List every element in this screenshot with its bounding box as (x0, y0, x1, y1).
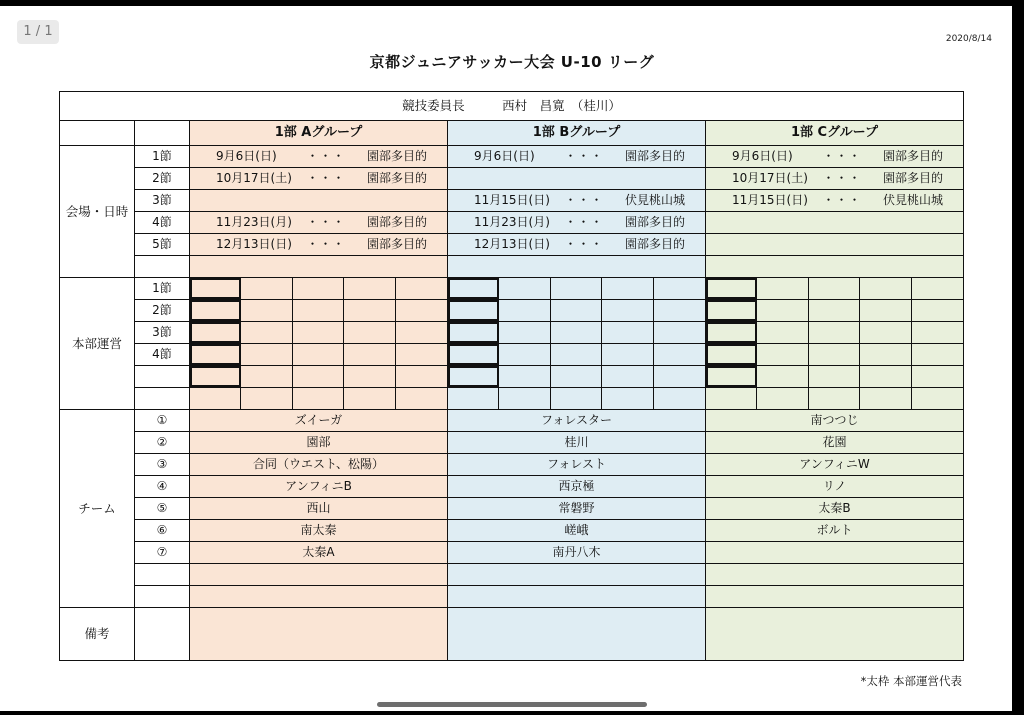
management-cell (190, 278, 448, 300)
management-cell (190, 322, 448, 344)
separator-dots: ・・・ (822, 171, 862, 185)
team-name (448, 586, 706, 608)
venue-entry (448, 234, 705, 255)
management-cell (448, 300, 706, 322)
team-name: 花園 (706, 432, 964, 454)
team-row (60, 586, 964, 608)
team-name: ボルト (706, 520, 964, 542)
team-number: ⑥ (135, 520, 190, 542)
venue-cell (190, 146, 448, 168)
team-number: ④ (135, 476, 190, 498)
match-date: 12月13日(日) (474, 237, 550, 251)
blank-header-cell (135, 121, 190, 146)
venue-cell (448, 256, 706, 278)
separator-dots: ・・・ (822, 193, 862, 207)
duty-box (241, 344, 292, 365)
management-grid (448, 344, 705, 365)
representative-box (706, 278, 757, 299)
team-name: 南丹八木 (448, 542, 706, 564)
duty-box (293, 388, 344, 409)
duty-box (602, 366, 653, 387)
duty-box (396, 388, 447, 409)
duty-box (809, 278, 860, 299)
team-number: ① (135, 410, 190, 432)
team-row (60, 410, 964, 432)
team-number: ⑤ (135, 498, 190, 520)
venue-cell (706, 190, 964, 212)
team-row (60, 564, 964, 586)
management-cell (448, 322, 706, 344)
duty-box (654, 278, 705, 299)
section-label: 2節 (135, 300, 190, 322)
management-grid (706, 366, 963, 387)
section-label: 4節 (135, 212, 190, 234)
separator-dots: ・・・ (306, 149, 346, 163)
duty-box (499, 388, 550, 409)
duty-box (344, 388, 395, 409)
venue-cell (190, 234, 448, 256)
management-cell (706, 300, 964, 322)
duty-box (602, 344, 653, 365)
venue-row (60, 212, 964, 234)
management-cell (190, 344, 448, 366)
management-grid (706, 344, 963, 365)
venue-label: 会場・日時 (60, 146, 135, 278)
duty-box (551, 300, 602, 321)
duty-box (912, 278, 963, 299)
group-header-row (60, 121, 964, 146)
duty-box (293, 278, 344, 299)
management-grid (190, 366, 447, 387)
team-name: アンフィニW (706, 454, 964, 476)
management-cell (448, 278, 706, 300)
league-table-body (60, 92, 964, 661)
duty-box (654, 388, 705, 409)
duty-box (912, 300, 963, 321)
venue-row (60, 146, 964, 168)
duty-box (654, 344, 705, 365)
duty-box (396, 300, 447, 321)
venue-cell (190, 212, 448, 234)
representative-box (448, 344, 499, 365)
venue-entry (190, 212, 447, 233)
blank-header-cell (60, 121, 135, 146)
team-name: ズイーガ (190, 410, 448, 432)
management-grid (190, 344, 447, 365)
representative-box (448, 278, 499, 299)
venue-cell (706, 234, 964, 256)
duty-box (860, 322, 911, 343)
match-date: 9月6日(日) (474, 149, 535, 163)
duty-box (757, 300, 808, 321)
management-cell (706, 278, 964, 300)
management-grid (448, 300, 705, 321)
duty-box (499, 344, 550, 365)
management-row (60, 344, 964, 366)
venue-name: 園部多目的 (366, 237, 427, 251)
duty-box (757, 366, 808, 387)
team-name: 桂川 (448, 432, 706, 454)
venue-name: 伏見桃山城 (882, 193, 943, 207)
duty-box (809, 344, 860, 365)
section-label: 2節 (135, 168, 190, 190)
management-cell (190, 388, 448, 410)
duty-box (912, 344, 963, 365)
match-date: 9月6日(日) (216, 149, 277, 163)
duty-box (551, 322, 602, 343)
section-label: 3節 (135, 322, 190, 344)
venue-name: 園部多目的 (366, 171, 427, 185)
team-name: 太秦B (706, 498, 964, 520)
duty-box (499, 322, 550, 343)
team-row (60, 476, 964, 498)
duty-box (757, 278, 808, 299)
team-name (448, 564, 706, 586)
duty-box (190, 388, 241, 409)
representative-box (190, 300, 241, 321)
duty-box (293, 300, 344, 321)
group-a-header: 1部 Aグループ (190, 121, 448, 146)
venue-cell (448, 234, 706, 256)
group-b-header: 1部 Bグループ (448, 121, 706, 146)
management-cell (448, 344, 706, 366)
management-grid (448, 322, 705, 343)
representative-box (448, 366, 499, 387)
separator-dots: ・・・ (306, 237, 346, 251)
remarks-blank (135, 608, 190, 661)
duty-box (344, 322, 395, 343)
match-date: 9月6日(日) (732, 149, 793, 163)
representative-box (448, 300, 499, 321)
team-name: 西山 (190, 498, 448, 520)
group-c-header: 1部 Cグループ (706, 121, 964, 146)
separator-dots: ・・・ (306, 171, 346, 185)
venue-row (60, 234, 964, 256)
duty-box (396, 344, 447, 365)
match-date: 12月13日(日) (216, 237, 292, 251)
team-name: 西京極 (448, 476, 706, 498)
remarks-cell (190, 608, 448, 661)
management-grid (190, 388, 447, 409)
venue-entry (706, 146, 963, 167)
management-cell (706, 322, 964, 344)
venue-cell (706, 256, 964, 278)
duty-box (551, 366, 602, 387)
team-number: ② (135, 432, 190, 454)
venue-cell (706, 168, 964, 190)
duty-box (551, 278, 602, 299)
duty-box (293, 366, 344, 387)
team-name: 常磐野 (448, 498, 706, 520)
management-grid (190, 278, 447, 299)
chair-row (60, 92, 964, 121)
team-name (190, 564, 448, 586)
team-row (60, 432, 964, 454)
duty-box (757, 322, 808, 343)
remarks-label: 備考 (60, 608, 135, 661)
duty-box (293, 344, 344, 365)
duty-box (344, 366, 395, 387)
team-name (706, 542, 964, 564)
duty-box (344, 344, 395, 365)
venue-name: 園部多目的 (624, 215, 685, 229)
management-grid (706, 278, 963, 299)
duty-box (551, 388, 602, 409)
document-date: 2020/8/14 (945, 34, 992, 44)
representative-box (448, 322, 499, 343)
team-number: ⑦ (135, 542, 190, 564)
league-table (59, 91, 964, 661)
venue-entry (448, 212, 705, 233)
management-grid (190, 322, 447, 343)
section-label (135, 256, 190, 278)
duty-box (809, 300, 860, 321)
duty-box (344, 278, 395, 299)
management-cell (190, 300, 448, 322)
separator-dots: ・・・ (564, 149, 604, 163)
venue-name: 園部多目的 (882, 171, 943, 185)
remarks-row (60, 608, 964, 661)
representative-box (190, 366, 241, 387)
section-label (135, 388, 190, 410)
team-name: フォレスター (448, 410, 706, 432)
management-cell (190, 366, 448, 388)
duty-box (293, 322, 344, 343)
duty-box (809, 388, 860, 409)
team-name: フォレスト (448, 454, 706, 476)
separator-dots: ・・・ (564, 215, 604, 229)
team-row (60, 520, 964, 542)
duty-box (757, 344, 808, 365)
page-indicator: 1 / 1 (17, 20, 59, 44)
duty-box (860, 278, 911, 299)
match-date: 11月15日(日) (474, 193, 550, 207)
representative-box (706, 344, 757, 365)
duty-box (860, 366, 911, 387)
duty-box (602, 300, 653, 321)
venue-name: 園部多目的 (882, 149, 943, 163)
duty-box (241, 300, 292, 321)
venue-cell (706, 212, 964, 234)
team-name (706, 586, 964, 608)
duty-box (396, 322, 447, 343)
team-name: 合同（ウエスト、松陽） (190, 454, 448, 476)
venue-entry (190, 168, 447, 189)
duty-box (654, 366, 705, 387)
venue-row (60, 256, 964, 278)
footnote: *太枠 本部運営代表 (860, 674, 962, 688)
representative-box (190, 322, 241, 343)
duty-box (860, 344, 911, 365)
teams-label: チーム (60, 410, 135, 608)
separator-dots: ・・・ (564, 237, 604, 251)
duty-box (448, 388, 499, 409)
duty-box (396, 278, 447, 299)
venue-cell (190, 256, 448, 278)
duty-box (499, 300, 550, 321)
duty-box (499, 278, 550, 299)
management-grid (448, 388, 705, 409)
duty-box (809, 322, 860, 343)
section-label (135, 366, 190, 388)
duty-box (344, 300, 395, 321)
venue-name: 園部多目的 (366, 149, 427, 163)
venue-cell (448, 190, 706, 212)
venue-entry (706, 168, 963, 189)
venue-name: 園部多目的 (624, 237, 685, 251)
team-number (135, 586, 190, 608)
management-cell (448, 388, 706, 410)
section-label: 3節 (135, 190, 190, 212)
duty-box (241, 322, 292, 343)
management-cell (706, 366, 964, 388)
venue-name: 伏見桃山城 (624, 193, 685, 207)
venue-cell (448, 146, 706, 168)
representative-box (706, 322, 757, 343)
management-row (60, 278, 964, 300)
separator-dots: ・・・ (306, 215, 346, 229)
management-grid (706, 300, 963, 321)
duty-box (241, 388, 292, 409)
team-row (60, 542, 964, 564)
venue-entry (448, 146, 705, 167)
match-date: 11月15日(日) (732, 193, 808, 207)
team-name: 園部 (190, 432, 448, 454)
management-grid (706, 322, 963, 343)
management-row (60, 366, 964, 388)
team-row (60, 498, 964, 520)
section-label: 1節 (135, 278, 190, 300)
team-number (135, 564, 190, 586)
venue-name: 園部多目的 (366, 215, 427, 229)
team-name: 南太秦 (190, 520, 448, 542)
management-grid (448, 366, 705, 387)
section-label: 1節 (135, 146, 190, 168)
management-row (60, 322, 964, 344)
management-cell (448, 366, 706, 388)
team-name: リノ (706, 476, 964, 498)
venue-cell (190, 190, 448, 212)
venue-row (60, 190, 964, 212)
remarks-cell (706, 608, 964, 661)
document-title: 京都ジュニアサッカー大会 U-10 リーグ (369, 53, 655, 71)
venue-entry (706, 190, 963, 211)
duty-box (757, 388, 808, 409)
venue-row (60, 168, 964, 190)
team-name (706, 564, 964, 586)
section-label: 5節 (135, 234, 190, 256)
management-grid (190, 300, 447, 321)
team-name: 南つつじ (706, 410, 964, 432)
team-name: 太秦A (190, 542, 448, 564)
duty-box (654, 322, 705, 343)
management-grid (448, 278, 705, 299)
duty-box (551, 344, 602, 365)
venue-cell (448, 168, 706, 190)
venue-name: 園部多目的 (624, 149, 685, 163)
separator-dots: ・・・ (822, 149, 862, 163)
remarks-cell (448, 608, 706, 661)
management-grid (706, 388, 963, 409)
duty-box (602, 388, 653, 409)
team-row (60, 454, 964, 476)
management-row (60, 388, 964, 410)
duty-box (706, 388, 757, 409)
representative-box (190, 278, 241, 299)
team-name: 嵯峨 (448, 520, 706, 542)
duty-box (241, 366, 292, 387)
venue-entry (448, 190, 705, 211)
representative-box (706, 366, 757, 387)
chair-cell: 競技委員長 西村 昌寛 （桂川） (60, 92, 964, 121)
team-name: アンフィニB (190, 476, 448, 498)
team-number: ③ (135, 454, 190, 476)
management-cell (706, 344, 964, 366)
duty-box (912, 322, 963, 343)
venue-entry (190, 234, 447, 255)
duty-box (396, 366, 447, 387)
match-date: 10月17日(土) (732, 171, 808, 185)
separator-dots: ・・・ (564, 193, 604, 207)
match-date: 11月23日(月) (474, 215, 550, 229)
management-cell (706, 388, 964, 410)
venue-cell (448, 212, 706, 234)
duty-box (860, 300, 911, 321)
duty-box (602, 278, 653, 299)
representative-box (706, 300, 757, 321)
duty-box (912, 366, 963, 387)
venue-cell (706, 146, 964, 168)
venue-cell (190, 168, 448, 190)
management-row (60, 300, 964, 322)
duty-box (602, 322, 653, 343)
duty-box (499, 366, 550, 387)
duty-box (860, 388, 911, 409)
home-indicator-bar[interactable] (377, 702, 647, 707)
duty-box (809, 366, 860, 387)
venue-entry (190, 146, 447, 167)
duty-box (912, 388, 963, 409)
section-label: 4節 (135, 344, 190, 366)
match-date: 11月23日(月) (216, 215, 292, 229)
representative-box (190, 344, 241, 365)
management-label: 本部運営 (60, 278, 135, 410)
team-name (190, 586, 448, 608)
duty-box (654, 300, 705, 321)
match-date: 10月17日(土) (216, 171, 292, 185)
duty-box (241, 278, 292, 299)
